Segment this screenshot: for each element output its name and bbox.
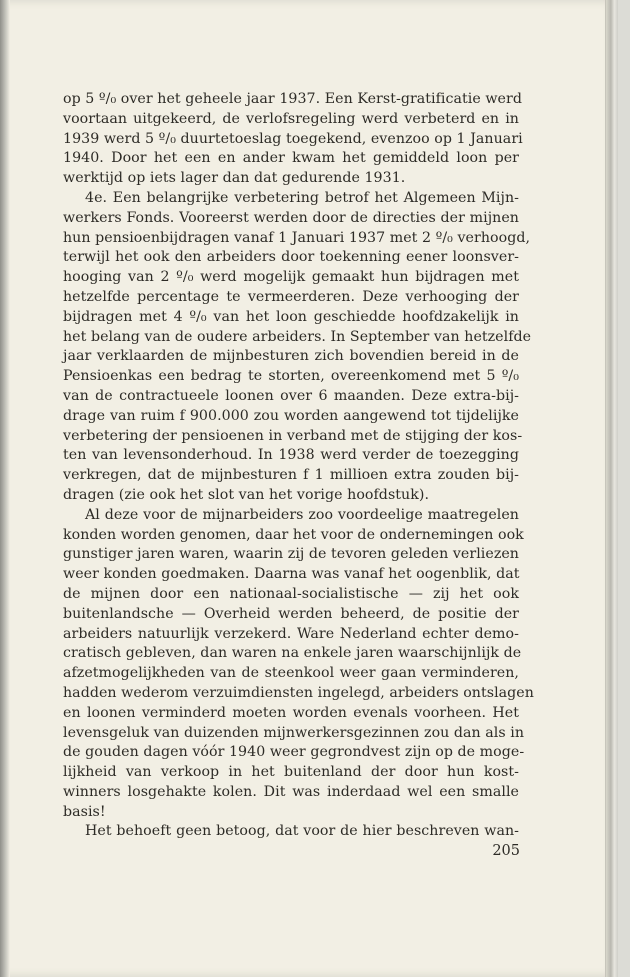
text-line: dragen (zie ook het slot van het vorige hoofdstuk). [63,486,430,503]
text-line: lijkheid van verkoop in het buitenland der door hun kost- [63,764,519,781]
text-line: verbetering der pensioenen in verband met de stijging der kos- [63,427,523,444]
text-line: gunstiger jaren waren, waarin zij de tevoren geleden verliezen [63,546,519,563]
text-line: weer konden goedmaken. Daarna was vanaf het oogenblik, dat [63,566,520,583]
text-line: Al deze voor de mijnarbeiders zoo voordeelige maatregelen [85,506,519,523]
text-line: terwijl het ook den arbeiders door toekenning eener loonsver- [63,249,519,266]
text-line: 1940. Door het een en ander kwam het gemiddeld loon per [63,150,519,167]
text-line: cratisch gebleven, dan waren na enkele jaren waarschijnlijk de [63,645,522,662]
text-line: hun pensioenbijdragen vanaf 1 Januari 1937 met 2 º/₀ verhoogd, [63,229,531,246]
text-line: 4e. Een belangrijke verbetering betrof het Algemeen Mijn- [85,189,519,206]
text-line: werktijd op iets lager dan dat gedurende 1931. [63,170,406,187]
text-line: het belang van de oudere arbeiders. In September van hetzelfde [63,328,532,345]
text-line: de mijnen door een nationaal-socialistische — zij het ook [63,585,519,602]
text-line: 1939 werd 5 º/₀ duurtetoeslag toegekend, evenzoo op 1 Januari [63,130,523,147]
text-line: op 5 º/₀ over het geheele jaar 1937. Een Kerst-gratificatie werd [63,91,522,107]
text-line: voortaan uitgekeerd, de verlofsregeling werd verbeterd en in [63,110,519,127]
text-line: de gouden dagen vóór 1940 weer gegrondvest zijn op de moge- [63,744,525,761]
text-line: buitenlandsche — Overheid werden beheerd, de positie der [63,605,519,622]
text-line: van de contractueele loonen over 6 maanden. Deze extra-bij- [63,387,519,404]
text-line: basis! [63,803,106,820]
text-line: drage van ruim f 900.000 zou worden aangewend tot tijdelijke [63,407,519,424]
text-line: levensgeluk van duizenden mijnwerkersgezinnen zou dan als in [63,724,525,741]
page-number: 205 [492,843,520,859]
text-line: Het behoeft geen betoog, dat voor de hier beschreven wan- [85,823,519,840]
text-line: hadden wederom verzuimdiensten ingelegd, arbeiders ontslagen [63,684,534,701]
text-line: verkregen, dat de mijnbesturen f 1 millioen extra zouden bij- [63,467,519,484]
body-text [63,90,534,842]
text-line: konden worden genomen, daar het voor de ondernemingen ook [63,526,524,543]
text-line: hooging van 2 º/₀ werd mogelijk gemaakt hun bijdragen met [63,269,519,286]
text-line: en loonen verminderd moeten worden evenals voorheen. Het [63,704,519,721]
text-line: afzetmogelijkheden van de steenkool weer gaan verminderen, [63,665,519,682]
text-line: werkers Fonds. Vooreerst werden door de directies der mijnen [63,209,519,226]
text-line: bijdragen met 4 º/₀ van het loon geschiedde hoofdzakelijk in [63,308,519,325]
text-line: arbeiders natuurlijk verzekerd. Ware Nederland echter demo- [63,625,519,642]
page-binding-edge [0,0,10,977]
text-line: winners losgehakte kolen. Dit was inderdaad wel een smalle [63,783,519,800]
page-stack-edge [605,0,618,977]
text-line: hetzelfde percentage te vermeerderen. Deze verhooging der [63,288,519,305]
text-line: Pensioenkas een bedrag te storten, overeenkomend met 5 º/₀ [63,368,519,385]
text-line: ten van levensonderhoud. In 1938 werd verder de toezegging [63,447,519,464]
text-line: jaar verklaarden de mijnbesturen zich bovendien bereid in de [63,348,519,365]
